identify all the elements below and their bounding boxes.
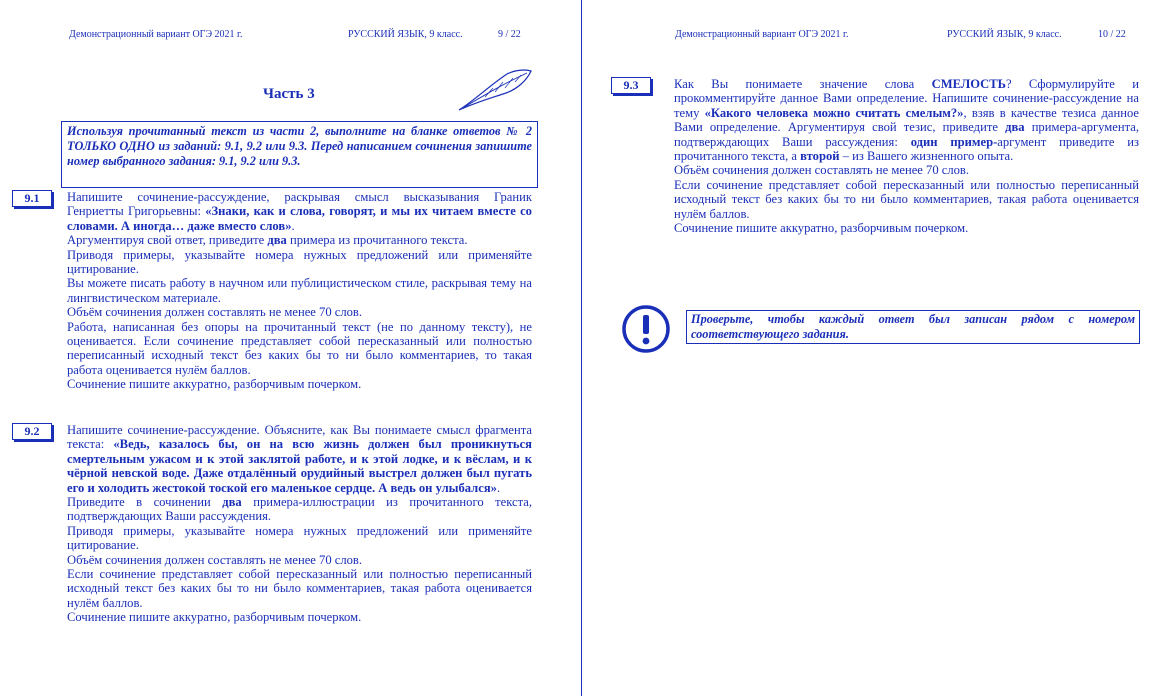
task-9-1-body xyxy=(67,190,532,392)
task-9-1-handwriting: Сочинение пишите аккуратно, разборчивым почерком. xyxy=(67,377,362,392)
left-page xyxy=(0,0,582,696)
task-9-2-body xyxy=(67,423,532,625)
task-9-1-quote: «Знаки, как и слова, говорят, и мы их читаем вместе со словами. А иногда… даже вместо слов» xyxy=(67,204,532,233)
task-9-1-length: Объём сочинения должен составлять не менее 70 слов. xyxy=(67,305,363,320)
part-title: Часть 3 xyxy=(263,86,315,102)
notice-box: Проверьте, чтобы каждый ответ был записан рядом с номером соответствующего задания. xyxy=(686,310,1140,344)
header-subject: РУССКИЙ ЯЗЫК, 9 класс. xyxy=(947,29,1062,40)
task-9-1-grading: Работа, написанная без опоры на прочитанный текст (не по данному тексту), не оценивается. Если сочинение представляет собой пересказанный или полностью переписанный исходный текст без каких бы то ни было комментариев, то такая работа оценивается нулём баллов. xyxy=(67,319,532,377)
page-number: 10 / 22 xyxy=(1098,29,1126,40)
quill-icon xyxy=(455,64,535,114)
task-9-1-arguments: Аргументируя свой ответ, приведите два примера из прочитанного текста. xyxy=(67,233,468,248)
task-9-3-handwriting: Сочинение пишите аккуратно, разборчивым почерком. xyxy=(674,221,969,236)
page-number: 9 / 22 xyxy=(498,29,521,40)
task-9-2-handwriting: Сочинение пишите аккуратно, разборчивым почерком. xyxy=(67,610,362,625)
instruction-box: Используя прочитанный текст из части 2, выполните на бланке ответов № 2 ТОЛЬКО ОДНО из заданий: 9.1, 9.2 или 9.3. Перед написанием сочинения запишите номер выбранного задания: 9.1, 9.2 или 9.3. xyxy=(61,121,538,188)
right-page xyxy=(583,0,1174,696)
task-9-3-body xyxy=(674,77,1139,235)
task-9-3-prompt: Как Вы понимаете значение слова СМЕЛОСТЬ? Сформулируйте и прокомментируйте данное Вами определение. Напишите сочинение-рассуждение на тему «Какого человека можно считать смелым?», взяв в качестве тезиса данное Вами определение. Аргументируя свой тезис, приведите два примера-аргумента, подтверждающих Ваши рассуждения: один пример-аргумент приведите из прочитанного текста, а второй – из Вашего жизненного опыта. xyxy=(674,77,1139,164)
task-9-2-arguments: Приведите в сочинении два примера-иллюстрации из прочитанного текста, подтверждающих Ваши рассуждения. xyxy=(67,495,532,524)
task-9-2-quote: «Ведь, казалось бы, он на всю жизнь должен был проникнуться смертельным ужасом и к этой заклятой работе, и к этой лодке, и к вёслам, и к чёрной невской воде. Даже отдалённый орудийный выстрел должен был пугать его и холодить жестокой тоской его маленькое сердце. А ведь он улыбался» xyxy=(67,437,532,495)
exclamation-icon xyxy=(621,304,671,354)
task-9-1-prompt: Напишите сочинение-рассуждение, раскрывая смысл высказывания Граник Генриетты Григорьевны: «Знаки, как и слова, говорят, и мы их читаем вместе со словами. А иногда… даже вместо слов». xyxy=(67,190,532,233)
task-number-9-3: 9.3 xyxy=(611,77,651,94)
header-exam-title: Демонстрационный вариант ОГЭ 2021 г. xyxy=(69,29,243,40)
task-9-1-examples: Приводя примеры, указывайте номера нужных предложений или применяйте цитирование. xyxy=(67,247,532,277)
task-9-3-length: Объём сочинения должен составлять не менее 70 слов. xyxy=(674,163,970,178)
header-exam-title: Демонстрационный вариант ОГЭ 2021 г. xyxy=(675,29,849,40)
header-subject: РУССКИЙ ЯЗЫК, 9 класс. xyxy=(348,29,463,40)
task-9-2-grading: Если сочинение представляет собой пересказанный или полностью переписанный исходный текст без каких бы то ни было комментариев, такая работа оценивается нулём баллов. xyxy=(67,567,532,610)
task-number-9-1: 9.1 xyxy=(12,190,52,207)
task-9-3-grading: Если сочинение представляет собой пересказанный или полностью переписанный исходный текст без каких бы то ни было комментариев, такая работа оценивается нулём баллов. xyxy=(674,177,1139,221)
task-9-2-examples: Приводя примеры, указывайте номера нужных предложений или применяйте цитирование. xyxy=(67,523,532,553)
task-9-2-prompt: Напишите сочинение-рассуждение. Объясните, как Вы понимаете смысл фрагмента текста: «Ведь, казалось бы, он на всю жизнь должен был проникнуться смертельным ужасом и к этой заклятой работе, и к этой лодке, и к вёслам, и к чёрной невской воде. Даже отдалённый орудийный выстрел должен был пугать его и холодить жестокой тоской его маленькое сердце. А ведь он улыбался». xyxy=(67,423,532,495)
task-9-2-length: Объём сочинения должен составлять не менее 70 слов. xyxy=(67,552,363,567)
task-number-9-2: 9.2 xyxy=(12,423,52,440)
task-9-1-style: Вы можете писать работу в научном или публицистическом стиле, раскрывая тему на лингвистическом материале. xyxy=(67,276,532,305)
